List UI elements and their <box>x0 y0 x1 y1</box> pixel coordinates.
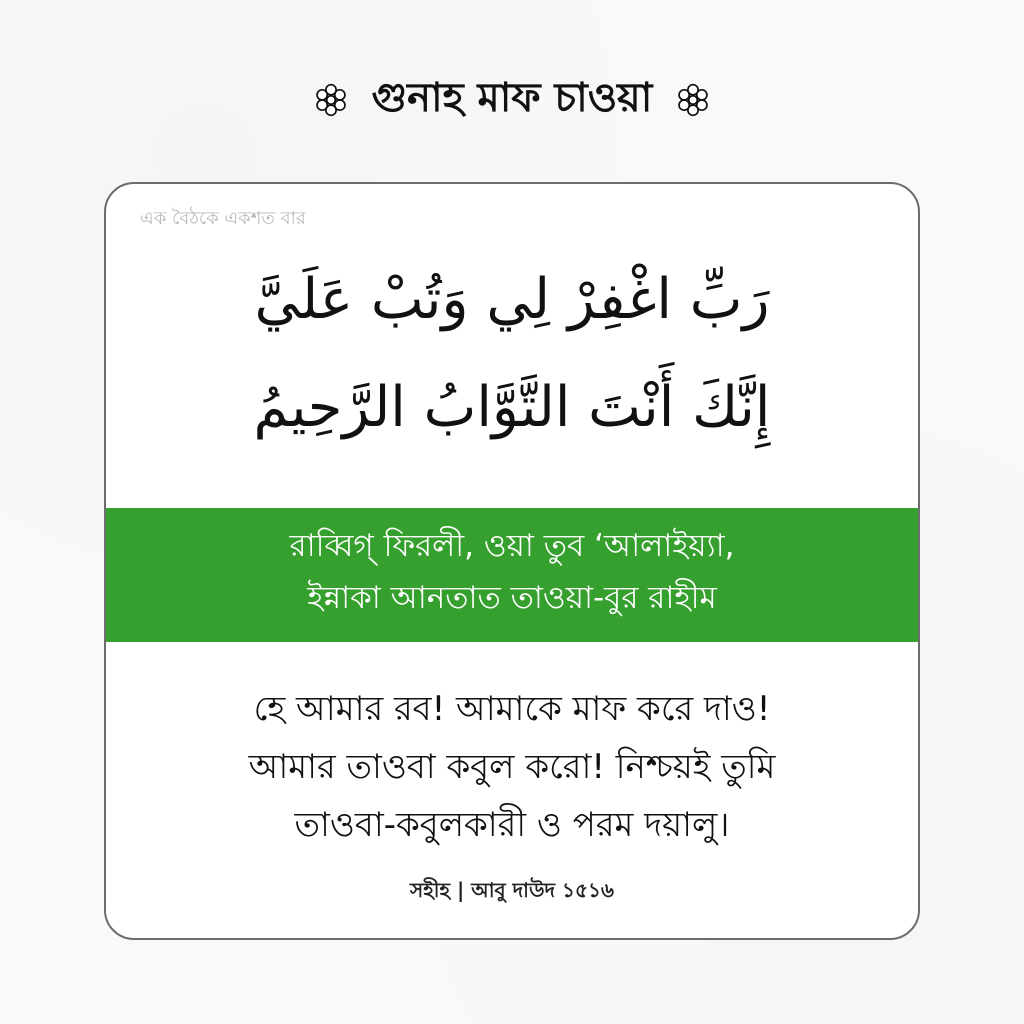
transliteration-band <box>106 508 918 642</box>
transliteration-line: ইন্নাকা আনতাত তাওয়া-বুর রাহীম <box>307 580 717 616</box>
arabic-line: رَبِّ اغْفِرْ لِي وَتُبْ عَلَيَّ <box>254 267 770 332</box>
translation-text <box>106 680 918 854</box>
translation-line: তাওবা-কবুলকারী ও পরম দয়ালু। <box>294 805 730 845</box>
flower-icon <box>314 83 348 117</box>
arabic-line: إِنَّكَ أَنْتَ التَّوَّابُ الرَّحِيمُ <box>253 375 771 440</box>
translation-line: হে আমার রব! আমাকে মাফ করে দাও! <box>253 689 771 729</box>
hadith-reference: সহীহ | আবু দাউদ ১৫১৬ <box>410 878 614 902</box>
flower-icon <box>676 83 710 117</box>
translation-line: আমার তাওবা কবুল করো! নিশ্চয়ই তুমি <box>248 747 776 787</box>
arabic-text <box>106 246 918 462</box>
transliteration-line: রাব্বিগ্ ফিরলী, ওয়া তুব ‘আলাইয়্যা, <box>289 528 735 564</box>
page-title <box>0 68 1024 128</box>
page-title-text: গুনাহ মাফ চাওয়া <box>371 75 653 121</box>
recitation-note: এক বৈঠকে একশত বার <box>140 208 306 229</box>
dua-card <box>104 182 920 940</box>
